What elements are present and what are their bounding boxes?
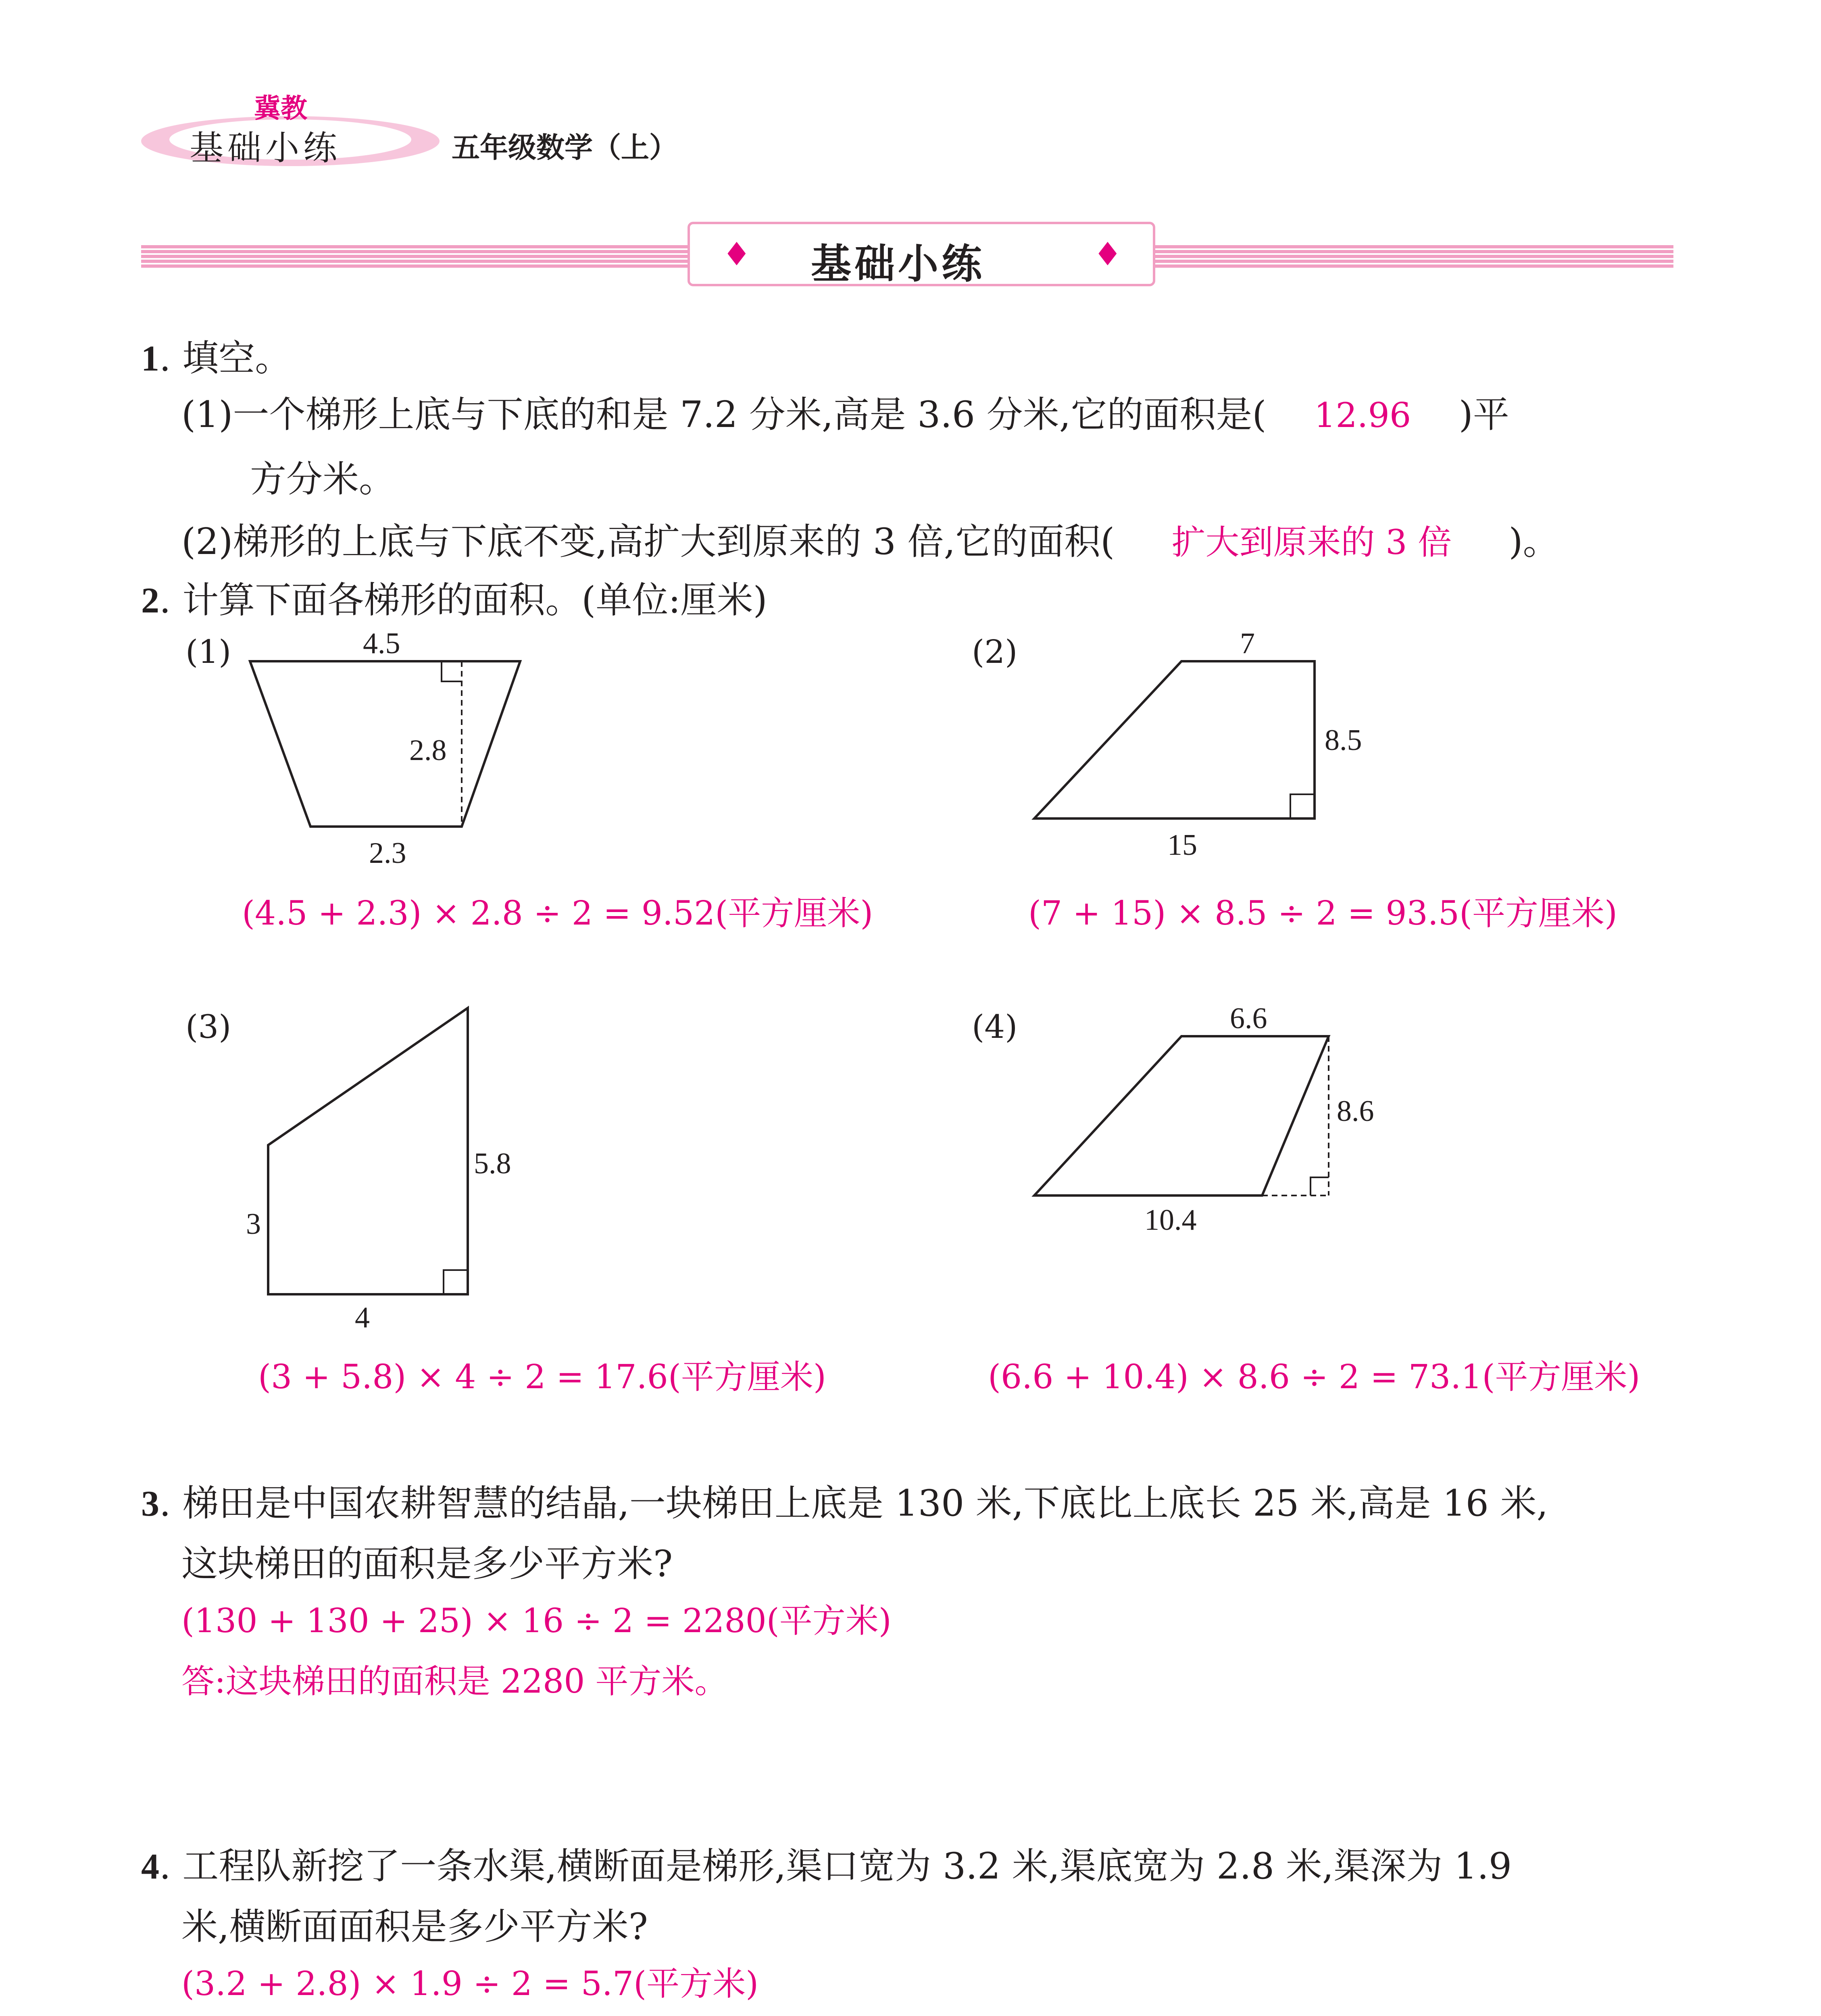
section-band-left: [141, 245, 690, 268]
figure-3-trapezoid: [226, 984, 669, 1331]
figure-2-top-label: 7: [1240, 629, 1255, 660]
q3-line2: 这块梯田的面积是多少平方米?: [181, 1543, 673, 1585]
figure-2-height-label: 8.5: [1325, 724, 1362, 757]
figure-3-right-label: 5.8: [474, 1147, 511, 1180]
figure-2-trapezoid: [1016, 629, 1460, 879]
book-title: 五年级数学（上）: [452, 131, 677, 164]
q1-part1-continued: 方分米。: [250, 458, 395, 500]
diamond-icon: ♦: [1093, 235, 1122, 273]
q1-part1-answer: 12.96: [1314, 396, 1411, 435]
q2-number: 2: [141, 581, 159, 621]
figure-3-answer: (3 + 5.8) × 4 ÷ 2 = 17.6(平方厘米): [258, 1358, 826, 1396]
q1-part2: (2)梯形的上底与下底不变,高扩大到原来的 3 倍,它的面积( 扩大到原来的 3 倍 )。: [181, 512, 1559, 564]
figure-3-tag: (3): [185, 1008, 231, 1045]
q3-answer: 答:这块梯田的面积是 2280 平方米。: [181, 1662, 728, 1701]
figure-4-height-label: 8.6: [1337, 1095, 1374, 1128]
series-title: 基础小练: [190, 128, 342, 168]
figure-3-left-label: 3: [246, 1208, 261, 1241]
section-band-right: [1155, 245, 1673, 268]
figure-1-height-label: 2.8: [409, 734, 447, 767]
q4-line2: 米,横断面面积是多少平方米?: [181, 1906, 648, 1948]
header: [137, 81, 742, 173]
figure-1-trapezoid: [226, 629, 669, 879]
q1-part1: (1)一个梯形上底与下底的和是 7.2 分米,高是 3.6 分米,它的面积是( 12.96 )平: [181, 394, 1509, 436]
figure-4-bottom-label: 10.4: [1144, 1204, 1197, 1237]
q1-stem: 1. 填空。: [141, 337, 292, 379]
section-title: 基础小练: [811, 240, 985, 287]
figure-1-answer: (4.5 + 2.3) × 2.8 ÷ 2 = 9.52(平方厘米): [242, 894, 873, 933]
q4-calculation: (3.2 + 2.8) × 1.9 ÷ 2 = 5.7(平方米): [181, 1965, 759, 2003]
q3-number: 3: [141, 1484, 159, 1524]
q3-calculation: (130 + 130 + 25) × 16 ÷ 2 = 2280(平方米): [181, 1602, 892, 1640]
q4-number: 4: [141, 1847, 159, 1887]
figure-4-top-label: 6.6: [1230, 1002, 1267, 1035]
q3-line1: 3. 梯田是中国农耕智慧的结晶,一块梯田上底是 130 米,下底比上底长 25 米,高是 16 米,: [141, 1482, 1548, 1524]
q1-part2-answer: 扩大到原来的 3 倍: [1171, 523, 1452, 562]
figure-1-tag: (1): [185, 633, 231, 671]
publisher-mark: 冀教: [254, 93, 307, 124]
figure-1-bottom-label: 2.3: [369, 837, 406, 870]
figure-3-bottom-label: 4: [355, 1301, 370, 1331]
diamond-icon: ♦: [722, 235, 751, 273]
q4-line1: 4. 工程队新挖了一条水渠,横断面是梯形,渠口宽为 3.2 米,渠底宽为 2.8 米,渠深为 1.9: [141, 1845, 1512, 1887]
q2-stem: 2. 计算下面各梯形的面积。(单位:厘米): [141, 579, 767, 621]
figure-2-tag: (2): [972, 633, 1018, 671]
figure-2-bottom-label: 15: [1167, 829, 1197, 862]
figure-1-top-label: 4.5: [363, 629, 400, 660]
figure-4-answer: (6.6 + 10.4) × 8.6 ÷ 2 = 73.1(平方厘米): [988, 1358, 1640, 1396]
section-title-box: [688, 222, 1155, 286]
figure-2-answer: (7 + 15) × 8.5 ÷ 2 = 93.5(平方厘米): [1028, 894, 1617, 933]
figure-4-tag: (4): [972, 1008, 1018, 1045]
figure-4-trapezoid: [1016, 984, 1460, 1266]
q1-number: 1: [141, 339, 159, 379]
